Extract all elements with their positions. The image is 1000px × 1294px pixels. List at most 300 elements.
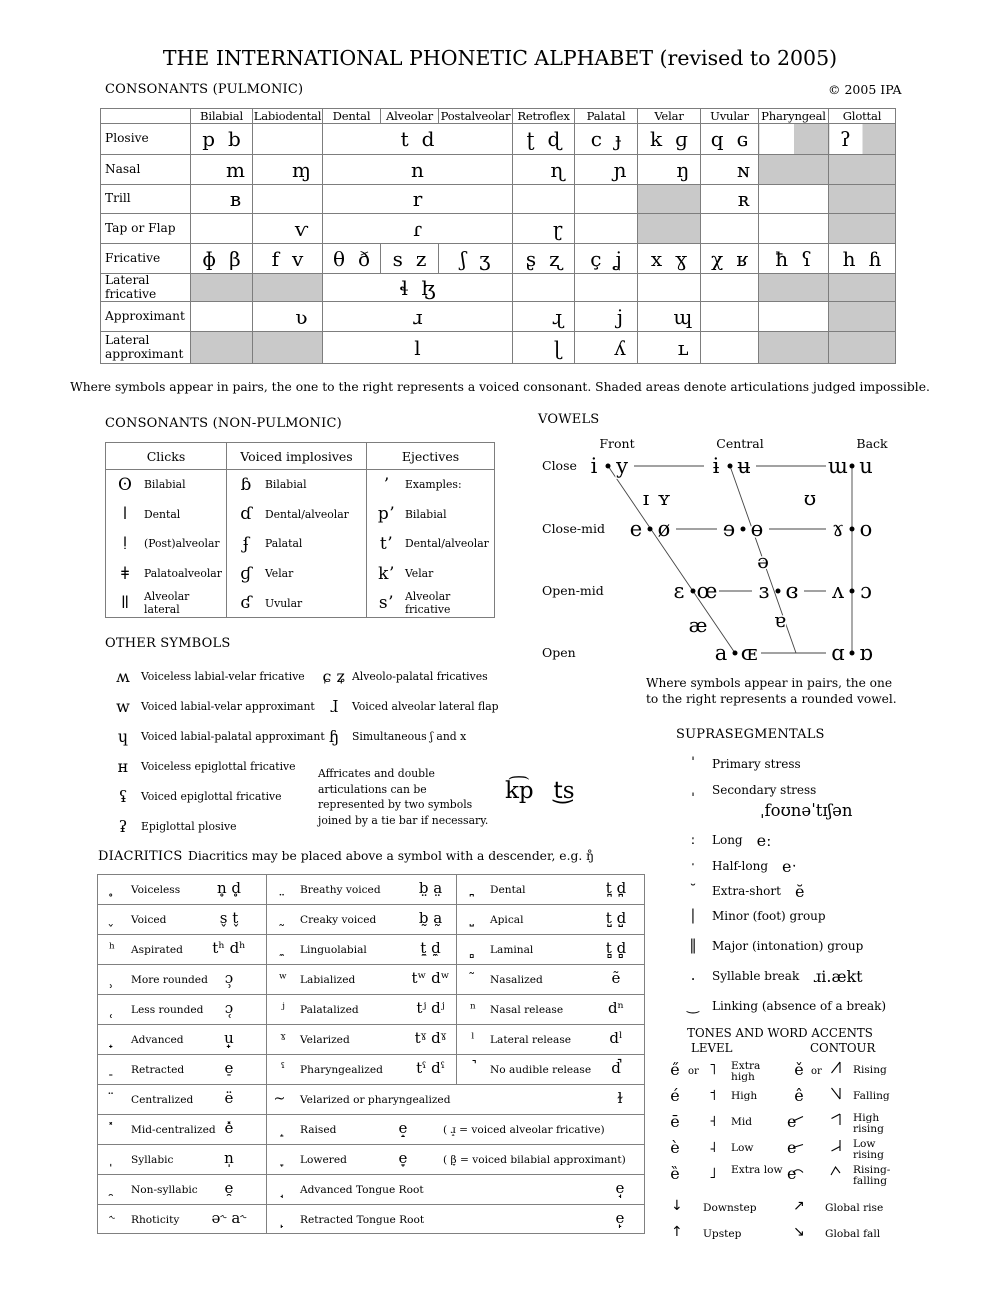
ipa-vowel-symbol: ɨ <box>712 454 720 478</box>
diacritic-mark: ̬ <box>109 911 115 927</box>
item-label: Global rise <box>825 1202 884 1214</box>
row-label: Trill <box>101 185 191 214</box>
arrow-icon: ↑ <box>671 1224 683 1240</box>
ipa-symbol: ð <box>358 246 371 271</box>
consonant-cell <box>323 302 513 332</box>
ipa-symbol: ɣ <box>675 246 688 271</box>
diacritics-heading: DIACRITICS <box>98 849 183 864</box>
tone-contour-icon <box>830 1112 842 1131</box>
ipa-example: ĕ <box>794 881 805 901</box>
ipa-example: eˑ <box>782 856 797 876</box>
nonpulmonic-table <box>105 442 495 618</box>
row-label: Tap or Flap <box>101 214 191 244</box>
ipa-symbol: β <box>229 246 241 271</box>
vowel-dot <box>850 651 855 656</box>
table-row <box>98 1205 644 1235</box>
diacritics-table <box>97 874 645 1234</box>
ipa-symbol: χ <box>711 246 724 271</box>
diacritic-mark: ̩ <box>109 1151 115 1167</box>
item-label: Upstep <box>703 1228 742 1240</box>
item-label: Alveolar fricative <box>405 590 451 617</box>
vowel-dot <box>850 527 855 532</box>
ipa-symbol: ǃ <box>122 533 128 554</box>
diacritic-mark: ̽ <box>109 1121 115 1137</box>
consonant-cell <box>638 332 701 364</box>
consonant-cell <box>191 244 253 274</box>
diacritic-mark: ̃ <box>470 971 476 987</box>
vowel-row-label: Open-mid <box>542 583 604 598</box>
or-word: or <box>688 1066 699 1077</box>
tone-contour-icon <box>830 1060 842 1079</box>
ipa-example: n̥ d̥ <box>216 879 242 897</box>
list-item <box>682 855 797 877</box>
item-label: Voiced epiglottal fricative <box>141 789 282 803</box>
consonant-cell <box>253 214 323 244</box>
ipa-example: tʰ dʰ <box>212 939 246 957</box>
ipa-symbol: ɖ <box>547 127 561 151</box>
ipa-vowel-symbol: ɯ <box>828 454 848 478</box>
list-item <box>105 664 305 688</box>
column-header-postalveolar: Postalveolar <box>439 109 513 124</box>
ipa-symbol: ǂ <box>121 563 129 584</box>
ipa-symbol: t <box>400 127 409 151</box>
item-label: Voiceless epiglottal fricative <box>141 759 296 773</box>
table-row <box>98 935 644 965</box>
tone-vowel: é <box>670 1086 680 1105</box>
vowel-dot <box>733 651 738 656</box>
consonant-cell <box>829 332 896 364</box>
ipa-symbol: ɹ <box>412 304 423 329</box>
list-item <box>106 588 226 618</box>
ipa-symbol: | <box>690 908 696 924</box>
ipa-example: b̰ a̰ <box>418 909 443 927</box>
ipa-example: u̟ <box>224 1029 234 1047</box>
column-header-palatal: Palatal <box>575 109 638 124</box>
item-label: Half-long <box>712 859 768 873</box>
consonant-cell <box>323 332 513 364</box>
item-label: Alveolo-palatal fricatives <box>352 669 488 683</box>
item-label: Linguolabial <box>300 944 367 956</box>
ipa-example: e̞ <box>398 1149 408 1167</box>
vowel-row-label: Open <box>542 645 576 660</box>
ipa-symbol: pʼ <box>377 504 395 525</box>
consonant-cell <box>513 302 575 332</box>
diacritic-mark: ˞ <box>109 1211 115 1227</box>
list-item <box>367 529 494 559</box>
item-label: Nasalized <box>490 974 543 986</box>
tone-row <box>655 1058 785 1084</box>
consonant-cell <box>191 155 253 185</box>
item-label: Advanced <box>131 1034 184 1046</box>
ipa-vowel-symbol: ɞ <box>785 579 799 603</box>
item-label: Less rounded <box>131 1004 204 1016</box>
list-item <box>105 784 282 808</box>
ipa-example: dˡ <box>609 1029 623 1047</box>
diacritic-mark: ̪ <box>470 881 476 897</box>
row-label: Plosive <box>101 124 191 155</box>
ipa-symbol: ˈ <box>691 756 695 772</box>
column-header-labiodental: Labiodental <box>253 109 322 123</box>
list-item <box>105 724 325 748</box>
table-row <box>98 1085 644 1115</box>
item-label: Syllabic <box>131 1154 174 1166</box>
ipa-vowel-symbol: ʌ <box>832 579 844 603</box>
nonpulmonic-column <box>366 443 494 617</box>
ipa-symbol: ɕ ʑ <box>322 666 346 686</box>
item-label: Rising-falling <box>853 1164 891 1188</box>
list-item <box>227 500 366 530</box>
accent-lowrising <box>792 1141 804 1149</box>
consonant-cell <box>253 274 323 302</box>
ipa-symbol: ɧ <box>328 726 340 746</box>
item-label: Major (intonation) group <box>712 939 864 953</box>
ipa-symbol: ˌ <box>691 782 695 798</box>
column-header-pharyngeal: Pharyngeal <box>759 109 829 124</box>
table-row <box>98 995 644 1025</box>
consonant-cell <box>191 214 253 244</box>
ipa-symbol: ɺ <box>329 696 338 716</box>
consonant-cell <box>513 244 575 274</box>
tone-letter-icon: ˥ <box>709 1060 717 1078</box>
item-label: (Post)alveolar <box>144 537 220 551</box>
consonant-cell <box>253 155 323 185</box>
vowel-column-label: Back <box>856 436 888 451</box>
arrow-icon: ↓ <box>671 1198 683 1214</box>
consonant-cell <box>829 244 896 274</box>
copyright: © 2005 IPA <box>828 82 902 97</box>
vowel-dot <box>776 589 781 594</box>
list-item <box>106 470 226 500</box>
consonant-cell <box>191 302 253 332</box>
ipa-vowel-symbol: y <box>616 454 628 478</box>
consonant-cell <box>638 244 701 274</box>
tones-heading: TONES AND WORD ACCENTS <box>687 1026 873 1040</box>
list-item <box>682 880 804 902</box>
consonant-cell <box>759 302 829 332</box>
tone-row <box>655 1136 785 1162</box>
ipa-symbol: ɽ <box>552 216 563 241</box>
ipa-example: e̠ <box>224 1059 234 1077</box>
item-label: Bilabial <box>265 478 307 492</box>
table-row <box>98 965 644 995</box>
item-label: Extra high <box>731 1060 761 1084</box>
item-label: Simultaneous ʃ and x <box>352 729 467 743</box>
diacritic-mark: ̺ <box>470 911 476 927</box>
ipa-symbol: ː <box>690 832 696 848</box>
diacritic-mark: ̯ <box>109 1181 115 1197</box>
tone-accent-icon <box>792 1160 804 1179</box>
ipa-symbol: ç <box>590 246 602 271</box>
list-item <box>227 529 366 559</box>
consonant-cell <box>323 214 513 244</box>
diacritic-mark: ̙ <box>280 1211 286 1227</box>
tone-row <box>780 1222 915 1248</box>
diacritic-mark: ̴ <box>280 1091 286 1107</box>
accent-highrising <box>792 1115 804 1123</box>
consonant-cell <box>575 302 638 332</box>
tone-row <box>655 1084 785 1110</box>
ipa-symbol: ɱ <box>292 157 311 182</box>
row-label: Nasal <box>101 155 191 185</box>
ipa-symbol: ʙ <box>229 187 242 211</box>
item-label: Global fall <box>825 1228 881 1240</box>
vowel-dot <box>691 589 696 594</box>
item-label: Linking (absence of a break) <box>712 999 887 1013</box>
vowel-trapezoid <box>538 434 910 678</box>
consonant-cell <box>575 214 638 244</box>
tone-row <box>780 1084 915 1110</box>
item-label: Examples: <box>405 478 462 492</box>
icon-lowrising <box>830 1138 842 1153</box>
item-label: Apical <box>490 914 524 926</box>
ipa-symbol: sʼ <box>378 593 394 614</box>
ipa-symbol: ʂ <box>525 246 537 271</box>
consonant-cell <box>253 244 323 274</box>
diacritic-note: ( ɹ̝ = voiced alveolar fricative) <box>443 1124 605 1136</box>
nonpulmonic-column <box>226 443 366 617</box>
ipa-symbol: ʀ <box>737 187 750 211</box>
table-row <box>98 1025 644 1055</box>
tone-vowel: e <box>787 1112 796 1131</box>
corner-cell <box>101 109 191 124</box>
ipa-example: eː <box>756 830 772 850</box>
ipa-vowel-symbol: o <box>859 517 873 541</box>
table-row <box>98 905 644 935</box>
tone-accent-icon <box>792 1134 804 1153</box>
ipa-symbol: ʢ <box>118 786 128 806</box>
consonant-cell <box>575 244 638 274</box>
list-item <box>105 694 315 718</box>
tone-contour-icon <box>830 1086 842 1105</box>
list-item <box>105 754 296 778</box>
consonant-cell <box>575 274 638 302</box>
other-symbols-right-list <box>316 664 516 764</box>
nonpulmonic-column-header: Clicks <box>106 443 226 470</box>
item-label: Palatal <box>265 537 303 551</box>
item-label: Labialized <box>300 974 356 986</box>
ipa-symbol: ʁ <box>736 246 748 271</box>
ipa-symbol: ‖ <box>689 938 697 954</box>
ipa-example: e̘ <box>615 1179 625 1197</box>
vowel-column-label: Central <box>716 436 764 451</box>
affricates-note: Affricates and double articulations can be represented by two symbols joined by a tie bar if necessary. <box>318 767 489 827</box>
consonant-cell <box>829 214 896 244</box>
table-row <box>98 1145 644 1175</box>
consonant-cell <box>253 185 323 214</box>
ipa-example: s̬ t̬ <box>219 909 239 927</box>
ipa-vowel-symbol: ʏ <box>657 486 671 510</box>
column-header-retroflex: Retroflex <box>513 109 575 124</box>
vowel-row-label: Close <box>542 458 577 473</box>
list-item <box>106 500 226 530</box>
tone-vowel: è <box>670 1138 680 1157</box>
item-label: Dental <box>144 507 181 521</box>
arrow-icon: ↗ <box>793 1198 805 1214</box>
ipa-symbol: ʃ <box>460 246 467 271</box>
list-item <box>682 935 863 957</box>
diacritic-mark: ̰ <box>280 911 286 927</box>
tone-vowel: ê <box>794 1086 804 1105</box>
vowel-dot <box>606 464 611 469</box>
ipa-symbol: ħ <box>775 246 789 271</box>
consonant-cell <box>638 124 701 155</box>
item-label: Lateral release <box>490 1034 572 1046</box>
consonant-cell <box>759 155 829 185</box>
stress-example: ˌfoʊnəˈtɪʃən <box>760 801 853 820</box>
table-row <box>101 185 896 214</box>
nonpulmonic-column-header: Voiced implosives <box>227 443 366 470</box>
item-label: Pharyngealized <box>300 1064 383 1076</box>
icon-falling <box>830 1086 842 1101</box>
ipa-symbol: . <box>690 968 696 984</box>
vowel-dot <box>741 527 746 532</box>
consonant-cell <box>323 274 513 302</box>
table-row <box>101 244 896 274</box>
tone-vowel: ȅ <box>670 1164 680 1183</box>
consonant-cell <box>323 124 513 155</box>
item-label: Retracted Tongue Root <box>300 1214 425 1226</box>
nonpulmonic-column-header: Ejectives <box>367 443 494 470</box>
diacritic-mark: ̥ <box>109 881 115 897</box>
diacritic-mark: ʷ <box>278 971 288 987</box>
tone-row <box>780 1110 915 1136</box>
item-label: Non-syllabic <box>131 1184 198 1196</box>
consonant-cell <box>323 244 381 274</box>
diacritic-mark: ̟ <box>109 1031 115 1047</box>
diacritic-mark: ̼ <box>280 941 286 957</box>
ipa-vowel-symbol: ɑ <box>831 641 845 665</box>
list-item <box>682 995 886 1017</box>
tone-vowel: e̋ <box>670 1060 680 1079</box>
item-label: Dental/alveolar <box>405 537 489 551</box>
list-item <box>367 500 494 530</box>
ipa-vowel-symbol: ə <box>757 549 769 573</box>
nonpulmonic-column <box>106 443 226 617</box>
consonant-cell <box>513 274 575 302</box>
ipa-symbol: ʛ <box>240 593 252 614</box>
row-label: Fricative <box>101 244 191 274</box>
item-label: Lowered <box>300 1154 347 1166</box>
column-header-alveolar: Alveolar <box>381 109 439 124</box>
ipa-symbol: ɲ <box>613 157 627 182</box>
ipa-symbol: ʍ <box>116 666 130 686</box>
ipa-symbol: l <box>414 335 421 360</box>
ipa-example: tˤ dˤ <box>416 1059 445 1077</box>
tones-contour-header: CONTOUR <box>810 1041 876 1055</box>
ipa-symbol: ɗ <box>240 504 252 525</box>
list-item <box>106 529 226 559</box>
item-label: Voiced labial-velar approximant <box>141 699 315 713</box>
list-item <box>227 470 366 500</box>
table-row <box>101 332 896 364</box>
consonant-cell <box>638 274 701 302</box>
vowel-note-line: Where symbols appear in pairs, the one <box>646 676 893 690</box>
ipa-vowel-symbol: ɵ <box>750 517 764 541</box>
ipa-example: ɹi.ækt <box>813 966 863 986</box>
tone-row <box>780 1136 915 1162</box>
consonant-cell <box>513 214 575 244</box>
column-header-dental: Dental <box>323 109 381 124</box>
consonant-cell <box>759 214 829 244</box>
vowel-dot <box>648 527 653 532</box>
tie-bar-examples <box>505 778 575 804</box>
ipa-symbol: b <box>228 127 241 151</box>
diacritic-mark: ̞ <box>280 1151 286 1167</box>
consonant-cell <box>191 185 253 214</box>
consonant-cell <box>829 124 896 155</box>
tones-section <box>655 1026 915 1246</box>
vowel-dot <box>728 464 733 469</box>
tone-vowel: ē <box>670 1112 680 1131</box>
table-row <box>98 875 644 905</box>
column-header-glottal: Glottal <box>829 109 896 124</box>
consonant-cell <box>253 124 323 155</box>
ipa-symbol: ɡ <box>675 127 688 151</box>
consonant-cell <box>829 155 896 185</box>
list-item <box>682 905 826 927</box>
ipa-symbol: ɠ <box>240 563 252 584</box>
ipa-example: tʷ dʷ <box>411 969 450 987</box>
consonant-cell <box>323 155 513 185</box>
diacritic-mark: ̈ <box>109 1091 115 1107</box>
ipa-symbol: ʟ <box>677 335 689 360</box>
pulmonic-table <box>100 108 896 364</box>
consonant-cell <box>638 302 701 332</box>
ipa-vowel-symbol: i <box>590 454 598 478</box>
chart-edge-line <box>608 466 735 653</box>
item-label: High <box>731 1090 758 1102</box>
item-label: Breathy voiced <box>300 884 381 896</box>
list-item <box>227 559 366 589</box>
ipa-example: tˠ dˠ <box>414 1029 447 1047</box>
vowels-heading: VOWELS <box>538 412 600 427</box>
ipa-symbol: p <box>202 127 215 151</box>
ipa-example: t̺ d̺ <box>605 909 627 927</box>
ipa-symbol: ɟ <box>614 127 622 151</box>
ipa-example: ɫ <box>617 1089 623 1107</box>
consonant-cell <box>701 214 759 244</box>
item-label: Advanced Tongue Root <box>300 1184 424 1196</box>
consonant-cell <box>759 124 829 155</box>
consonant-cell <box>638 155 701 185</box>
pulmonic-grid <box>100 108 896 364</box>
ipa-symbol: q <box>710 127 724 151</box>
consonant-cell <box>191 332 253 364</box>
item-label: Rising <box>853 1064 887 1076</box>
consonant-cell <box>759 274 829 302</box>
consonant-cell <box>323 185 513 214</box>
ipa-symbol: ŋ <box>676 157 690 182</box>
item-label: Low rising <box>853 1138 884 1162</box>
table-row <box>101 302 896 332</box>
consonant-cell <box>191 124 253 155</box>
item-label: Minor (foot) group <box>712 909 826 923</box>
tone-letter-icon: ˨ <box>709 1138 717 1156</box>
item-label: Voiced <box>131 914 167 926</box>
tie-bar-example: t͜s <box>553 778 575 804</box>
item-label: Raised <box>300 1124 337 1136</box>
ipa-example: t̼ d̼ <box>420 939 441 957</box>
ipa-symbol: j <box>616 304 624 329</box>
diacritic-mark: ˠ <box>280 1031 286 1047</box>
ipa-example: n̩ <box>224 1149 234 1167</box>
consonant-cell <box>759 332 829 364</box>
ipa-symbol: ʄ <box>242 533 250 554</box>
ipa-symbol: ɮ <box>421 275 436 300</box>
consonant-cell <box>253 302 323 332</box>
ipa-example: t̪ d̪ <box>605 879 627 897</box>
tone-row <box>655 1110 785 1136</box>
